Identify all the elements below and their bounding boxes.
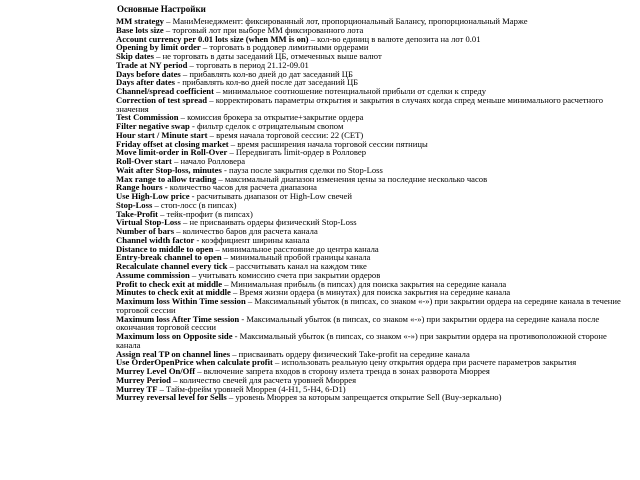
setting-term: Assign real TP on channel lines [116, 348, 231, 359]
setting-term: Account currency per 0.01 lots size (when MM is on) [116, 33, 309, 44]
setting-description: – уровень Мюррея за которым запрещается открытие Sell (Buy-зеркально) [226, 392, 502, 403]
setting-term: Wait after Stop-loss, minutes [116, 164, 222, 175]
setting-term: Correction of test spread [116, 94, 208, 105]
setting-description: - прибавлять кол-во дней после дат заседаний ЦБ [175, 77, 359, 88]
setting-description: – количество баров для расчета канала [174, 226, 318, 236]
setting-term: Days after dates [116, 77, 176, 88]
setting-description: – использовать реальную цену открытия ордера при расчете параметров закрытия [272, 357, 577, 368]
setting-term: Virtual Stop-Loss [116, 217, 181, 228]
page-heading: Основные Настройки [117, 4, 206, 14]
setting-term: Use OrderOpenPrice when calculate profit [116, 357, 273, 368]
setting-item [116, 393, 630, 402]
setting-term: Filter negative swap [116, 121, 190, 131]
setting-description: – корректировать параметры открытия и закрытия в случаях когда спред меньше минимального расчетного значения [116, 94, 604, 114]
setting-term: Profit to check exit at middle [116, 278, 223, 289]
setting-term: Range hours [116, 182, 163, 193]
setting-description: – МаниМенеджмент: фиксированный лот, пропорциональный Балансу, пропорциональный Марже [163, 16, 528, 26]
setting-term: Hour start / Minute start [116, 129, 208, 140]
setting-description: – кол-во единиц в валюте депозита на лот 0.01 [308, 33, 481, 44]
setting-term: Minutes to check exit at middle [116, 287, 231, 298]
setting-description: - расчитывать диапазон от High-Low свечей [189, 191, 352, 201]
setting-description: - пауза после закрытия сделки по Stop-Loss [221, 164, 383, 175]
setting-term: Skip dates [116, 51, 154, 61]
setting-term: Use High-Low price [116, 191, 190, 201]
setting-item [116, 315, 630, 333]
setting-term: Recalculate channel every tick [116, 261, 228, 271]
setting-term: Days before dates [116, 68, 181, 79]
setting-description: – стоп-лосс (в пипсах) [152, 199, 237, 210]
setting-description: – время расширения начала торговой сессии пятницы [228, 138, 428, 149]
setting-description: – не присваивать ордеры физический Stop-Loss [180, 217, 357, 228]
settings-list [116, 17, 630, 402]
setting-term: Channel/spread coefficient [116, 86, 214, 96]
setting-description: – комиссия брокера за открытие+закрытие ордера [178, 112, 364, 123]
setting-term: Move limit-order in Roll-Over [116, 147, 228, 158]
setting-description: – торговать в период 21.12-09.01 [187, 59, 309, 70]
setting-description: – время начала торговой сессии: 22 (CET) [207, 129, 364, 140]
setting-term: Take-Profit [116, 208, 159, 219]
setting-term: Assume commission [116, 269, 190, 280]
setting-description: – Тайм-фрейм уровней Мюррея (4-H1, 5-H4, 6-D1) [157, 383, 346, 394]
setting-term: Maximum loss Within Time session [116, 296, 246, 306]
setting-description: - Максимальный убыток (в пипсах, со знаком «-») при закрытии ордера на противоположной стороне канала [116, 331, 607, 350]
setting-description: – прибавлять кол-во дней до дат заседаний ЦБ [180, 68, 353, 79]
setting-description: – не торговать в даты заседаний ЦБ, отмеченных выше валют [153, 51, 382, 61]
setting-term: Distance to middle to open [116, 243, 214, 254]
setting-description: – количество свечей для расчета уровней Мюррея [170, 374, 357, 385]
setting-term: Entry-break channel to open [116, 252, 222, 263]
setting-description: - количество часов для расчета диапазона [162, 182, 317, 193]
setting-description: – начало Ролловера [171, 156, 246, 166]
setting-term: Maximum loss After Time session [116, 313, 240, 324]
setting-term: Opening by limit order [116, 42, 201, 53]
setting-description: – присваивать ордеру физический Take-profit на середине канала [230, 348, 470, 359]
setting-description: – торговый лот при выборе ММ фиксированного лота [163, 24, 364, 35]
setting-term: Trade at NY period [116, 59, 188, 70]
setting-item [116, 332, 630, 350]
setting-term: Murrey Period [116, 374, 171, 385]
setting-description: – максимальный диапазон изменения цены за последние несколько часов [216, 173, 488, 184]
setting-term: MM strategy [116, 16, 164, 26]
setting-item [116, 96, 630, 114]
setting-description: – включение запрета входов в сторону излета тренда в зонах разворота Мюррея [195, 366, 490, 376]
setting-description: – Максимальный убыток (в пипсах, со знаком «-») при закрытии ордера на середине канала в течение торговой сессии [116, 296, 621, 315]
setting-description: - коэффициент ширины канала [194, 234, 310, 245]
setting-description: – минимальное расстояние до центра канала [213, 243, 379, 254]
setting-description: – Передвигать limit-ордер в Ролловер [227, 147, 367, 158]
setting-term: Number of bars [116, 226, 175, 236]
setting-description: – Минимальная прибыль (в пипсах) для поиска закрытия на середине канала [222, 278, 507, 289]
setting-description: – Время жизни ордера (в минутах) для поиска закрытия на середине канала [230, 287, 511, 298]
setting-term: Stop-Loss [116, 199, 153, 210]
setting-term: Base lots size [116, 24, 164, 35]
setting-description: - Максимальный убыток (в пипсах, со знаком «-») при закрытии ордера на середине канала после окончания торговой сессии [116, 313, 600, 333]
setting-description: – рассчитывать канал на каждом тике [227, 261, 367, 271]
setting-term: Murrey reversal level for Sells [116, 392, 227, 403]
setting-term: Friday offset at closing market [116, 138, 229, 149]
setting-description: – учитывать комиссию счета при закрытии ордеров [189, 269, 381, 280]
setting-term: Test Commission [116, 112, 179, 123]
setting-item [116, 297, 630, 315]
setting-term: Channel width factor [116, 234, 195, 245]
setting-term: Max range to allow trading [116, 173, 217, 184]
setting-term: Murrey Level On/Off [116, 366, 196, 376]
setting-description: – тейк-профит (в пипсах) [158, 208, 253, 219]
setting-term: Maximum loss on Opposite side [116, 331, 233, 341]
setting-description: – торговать в роддовер лимитными ордерами [200, 42, 369, 53]
setting-term: Murrey TF [116, 383, 158, 394]
setting-description: – минимальный пробой границы канала [221, 252, 371, 263]
setting-description: – минимальное соотношение потенциальной прибыли от сделки к спреду [213, 86, 487, 96]
setting-description: - фильтр сделок с отрицательным свопом [189, 121, 344, 131]
setting-term: Roll-Over start [116, 156, 172, 166]
